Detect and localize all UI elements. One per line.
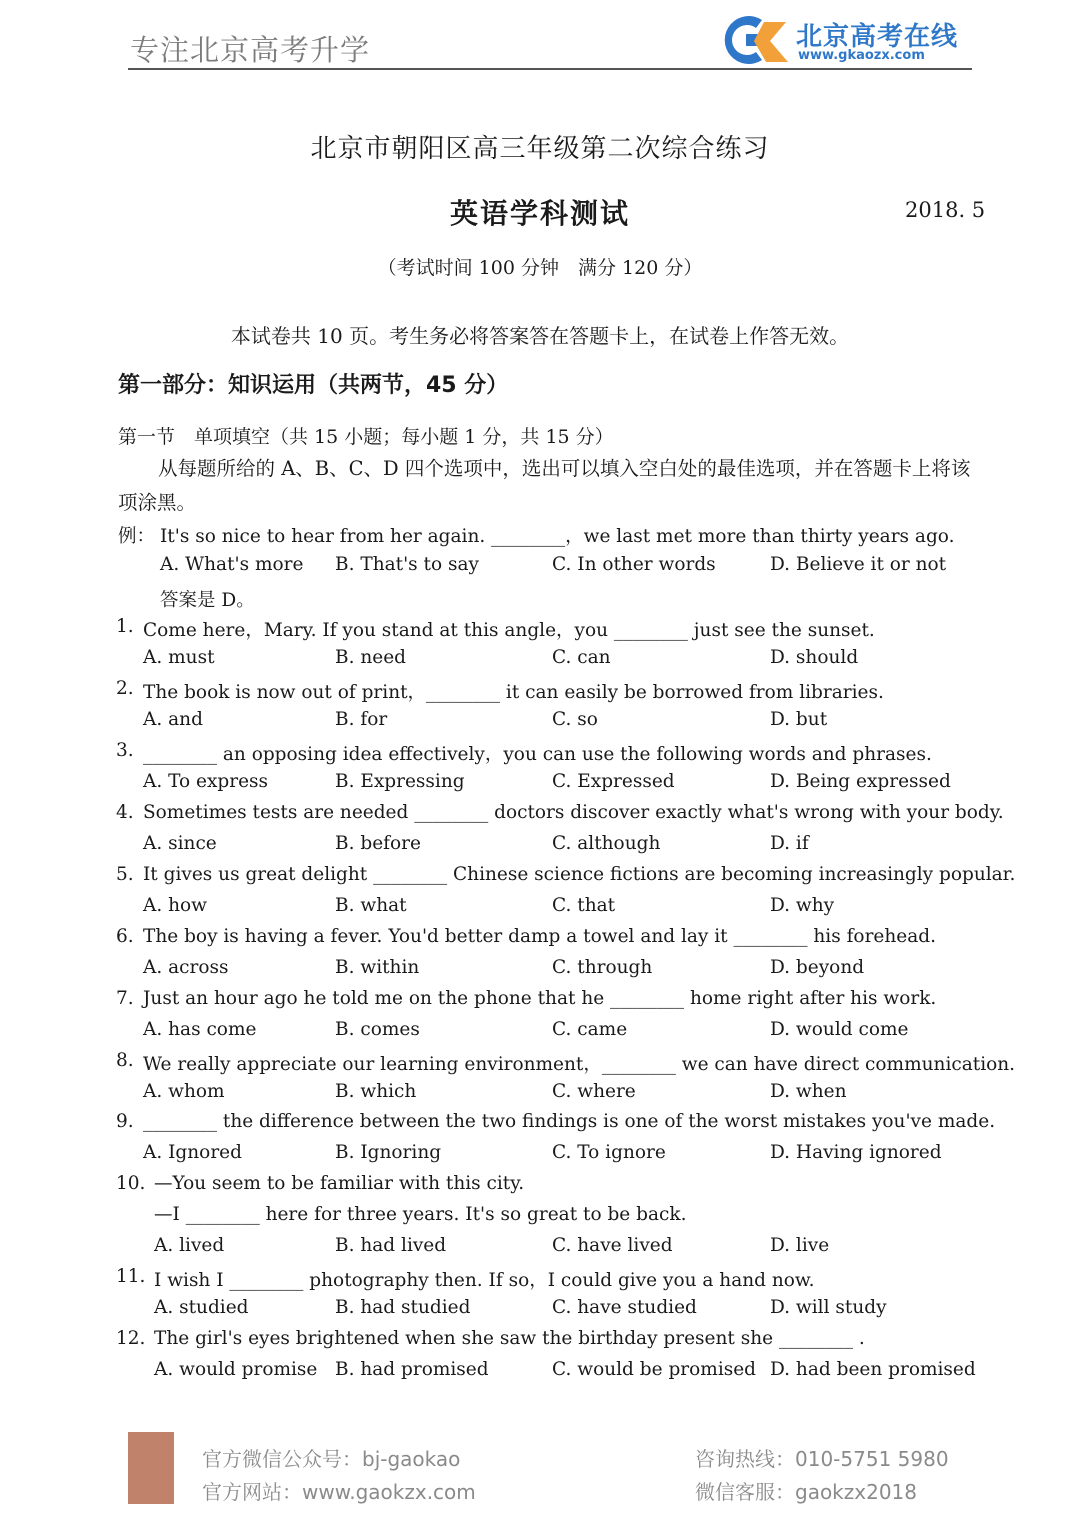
option-b: B. had lived xyxy=(335,1235,447,1256)
option-a: A. how xyxy=(143,895,208,916)
option-b: B. need xyxy=(335,647,407,668)
option-c: C. have studied xyxy=(552,1297,697,1318)
option-d: D. if xyxy=(770,833,809,854)
question-number: 4. xyxy=(116,802,134,823)
option-d: D. but xyxy=(770,709,828,730)
section-title: 第一节 单项填空（共 15 小题；每小题 1 分，共 15 分） xyxy=(118,426,614,448)
option-a: A. would promise xyxy=(154,1359,318,1380)
exam-notice: 本试卷共 10 页。考生务必将答案答在答题卡上，在试卷上作答无效。 xyxy=(230,324,850,348)
option-b: B. had promised xyxy=(335,1359,489,1380)
option-b: B. Expressing xyxy=(335,771,465,792)
gk-logo-icon xyxy=(712,14,792,68)
footer-hotline: 咨询热线：010-5751 5980 xyxy=(695,1447,949,1471)
option-b: B. before xyxy=(335,833,421,854)
option-a: A. since xyxy=(143,833,217,854)
option-a: A. whom xyxy=(143,1081,225,1102)
question-number: 3. xyxy=(116,740,134,761)
question-number: 5. xyxy=(116,864,134,885)
option-a: A. Ignored xyxy=(143,1142,242,1163)
question-number: 1. xyxy=(116,616,134,637)
example-option-d: D. Believe it or not xyxy=(770,554,947,575)
option-d: D. should xyxy=(770,647,859,668)
option-a: A. studied xyxy=(154,1297,249,1318)
option-b: B. had studied xyxy=(335,1297,471,1318)
exam-subject: 英语学科测试 xyxy=(449,197,630,230)
option-d: D. beyond xyxy=(770,957,865,978)
footer-wechat: 官方微信公众号：bj-gaokao xyxy=(202,1447,461,1471)
option-a: A. and xyxy=(143,709,203,730)
question-stem: The boy is having a fever. You'd better damp a towel and lay it ________ his forehead. xyxy=(143,926,936,947)
option-c: C. To ignore xyxy=(552,1142,666,1163)
brand-logo xyxy=(712,14,974,70)
footer-website[interactable]: 官方网站：www.gaokzx.com xyxy=(202,1480,476,1504)
question-number: 9. xyxy=(116,1111,134,1132)
option-d: D. live xyxy=(770,1235,830,1256)
exam-title: 北京市朝阳区高三年级第二次综合练习 xyxy=(310,134,770,164)
option-b: B. which xyxy=(335,1081,417,1102)
question-number: 6. xyxy=(116,926,134,947)
option-d: D. when xyxy=(770,1081,847,1102)
exam-date: 2018. 5 xyxy=(905,198,986,222)
option-b: B. comes xyxy=(335,1019,420,1040)
option-c: C. can xyxy=(552,647,611,668)
question-stem: The book is now out of print，________ it can easily be borrowed from libraries. xyxy=(143,682,884,703)
option-d: D. Being expressed xyxy=(770,771,951,792)
option-d: D. had been promised xyxy=(770,1359,976,1380)
logo-url: www.gkaozx.com xyxy=(798,48,925,63)
footer-service: 微信客服：gaokzx2018 xyxy=(695,1480,918,1504)
example-answer: 答案是 D。 xyxy=(160,590,255,611)
question-stem: Come here，Mary. If you stand at this angle，you ________ just see the sunset. xyxy=(143,620,875,641)
example-option-b: B. That's to say xyxy=(335,554,479,575)
option-a: A. across xyxy=(143,957,229,978)
option-b: B. for xyxy=(335,709,388,730)
example-option-c: C. In other words xyxy=(552,554,716,575)
question-stem: The girl's eyes brightened when she saw the birthday present she ________ . xyxy=(154,1328,865,1349)
question-stem: Just an hour ago he told me on the phone that he ________ home right after his work. xyxy=(143,988,937,1009)
option-a: A. must xyxy=(143,647,215,668)
option-c: C. through xyxy=(552,957,653,978)
option-c: C. although xyxy=(552,833,661,854)
option-c: C. have lived xyxy=(552,1235,673,1256)
question-number: 8. xyxy=(116,1050,134,1071)
option-a: A. lived xyxy=(154,1235,225,1256)
header-divider xyxy=(128,68,972,70)
option-c: C. Expressed xyxy=(552,771,675,792)
option-c: C. would be promised xyxy=(552,1359,757,1380)
option-c: C. that xyxy=(552,895,616,916)
option-c: C. came xyxy=(552,1019,628,1040)
example-stem: It's so nice to hear from her again. ________，we last met more than thirty years ago. xyxy=(160,526,955,547)
question-stem: We really appreciate our learning environment，________ we can have direct communication. xyxy=(143,1054,1016,1075)
question-number: 12. xyxy=(116,1328,146,1349)
question-stem: ________ an opposing idea effectively，you can use the following words and phrases. xyxy=(143,744,932,765)
question-number: 11. xyxy=(116,1266,146,1287)
option-c: C. where xyxy=(552,1081,636,1102)
question-number: 10. xyxy=(116,1173,146,1194)
header-slogan: 专注北京高考升学 xyxy=(130,33,371,67)
part-title: 第一部分：知识运用（共两节，45 分） xyxy=(118,373,509,398)
question-number: 7. xyxy=(116,988,134,1009)
footer-accent-bar xyxy=(128,1432,174,1504)
option-d: D. Having ignored xyxy=(770,1142,942,1163)
question-stem: ________ the difference between the two findings is one of the worst mistakes you've made. xyxy=(143,1111,996,1132)
option-a: A. To express xyxy=(143,771,269,792)
option-c: C. so xyxy=(552,709,598,730)
question-stem: I wish I ________ photography then. If so，I could give you a hand now. xyxy=(154,1270,815,1291)
question-stem-reply: —I ________ here for three years. It's so great to be back. xyxy=(154,1204,687,1225)
question-number: 2. xyxy=(116,678,134,699)
option-b: B. what xyxy=(335,895,407,916)
example-label: 例： xyxy=(118,526,156,547)
option-b: B. Ignoring xyxy=(335,1142,442,1163)
question-stem: It gives us great delight ________ Chinese science fictions are becoming increasingly popular. xyxy=(143,864,1016,885)
logo-name: 北京高考在线 xyxy=(796,22,959,52)
option-d: D. why xyxy=(770,895,835,916)
option-d: D. would come xyxy=(770,1019,909,1040)
exam-time-info: （考试时间 100 分钟 满分 120 分） xyxy=(377,257,703,279)
section-instruction: 从每题所给的 A、B、C、D 四个选项中，选出可以填入空白处的最佳选项，并在答题卡上将该项涂黑。 xyxy=(118,457,971,514)
option-a: A. has come xyxy=(143,1019,257,1040)
question-stem: Sometimes tests are needed ________ doctors discover exactly what's wrong with your body. xyxy=(143,802,1004,823)
question-stem: —You seem to be familiar with this city. xyxy=(154,1173,525,1194)
example-option-a: A. What's more xyxy=(160,554,304,575)
option-d: D. will study xyxy=(770,1297,887,1318)
option-b: B. within xyxy=(335,957,420,978)
